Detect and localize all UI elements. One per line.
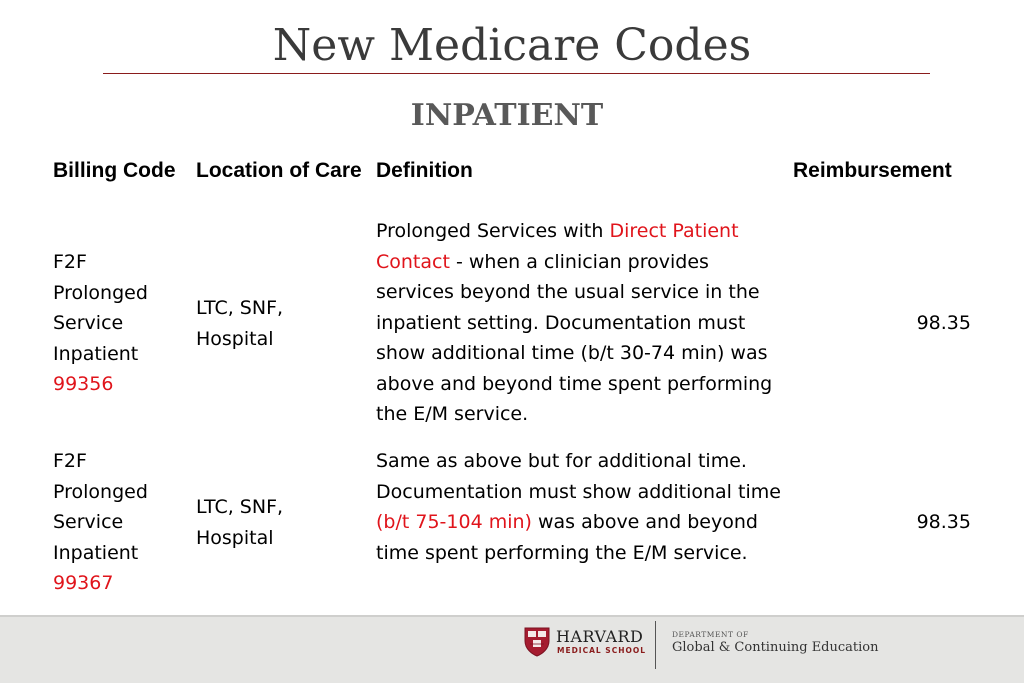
department-label: DEPARTMENT OF [672,630,749,639]
harvard-shield-icon [524,627,550,657]
header-location-of-care: Location of Care [196,159,362,182]
row1-code: 99356 [53,373,114,395]
row1-definition [376,216,788,430]
slide-title: New Medicare Codes [272,20,752,71]
row1-billing-line: F2F [53,251,87,273]
row1-definition-text: Prolonged Services with [376,220,610,242]
row1-definition-text: - when a clinician provides services beyond the usual service in the inpatient setting. Documentation must show additional time (b/t 30-74 min) was above and beyond time spent performing the E/M service. [376,250,773,425]
row2-billing-line: Inpatient [53,541,139,564]
medical-school-wordmark: MEDICAL SCHOOL [557,646,647,655]
row1-location-line: LTC, SNF, [196,297,284,319]
row1-billing-line: Prolonged [53,281,148,304]
title-divider [103,73,930,74]
row2-code: 99367 [53,572,114,594]
slide-subtitle: INPATIENT [410,98,604,133]
header-billing-code: Billing Code [53,159,176,182]
department-name: Global & Continuing Education [672,640,879,655]
row2-billing-line: F2F [53,450,87,472]
footer-top-rule [0,615,1024,617]
row1-reimbursement: 98.35 [916,312,971,334]
row2-location-line: LTC, SNF, [196,496,284,518]
row1-location [196,293,366,354]
footer-logo-divider [655,621,656,669]
row2-location-line: Hospital [196,526,274,549]
row1-definition-highlight: Direct Patient Contact [376,220,739,273]
row2-definition-text: was above and beyond time spent performing the E/M service. [376,511,758,564]
header-reimbursement: Reimbursement [793,159,952,182]
row1-billing-code [53,247,188,400]
row2-definition-text: Same as above but for additional time. Documentation must show additional time [376,450,781,503]
row1-billing-line: Service [53,312,124,334]
row2-location [196,492,366,553]
row2-definition [376,446,788,568]
row1-billing-line: Inpatient [53,342,139,365]
row2-billing-line: Prolonged [53,480,148,503]
row1-location-line: Hospital [196,327,274,350]
row2-billing-code [53,446,188,599]
harvard-wordmark: HARVARD [556,627,644,646]
row2-reimbursement: 98.35 [916,511,971,533]
header-definition: Definition [376,159,473,182]
row2-billing-line: Service [53,511,124,533]
row2-definition-highlight: (b/t 75-104 min) [376,511,532,533]
